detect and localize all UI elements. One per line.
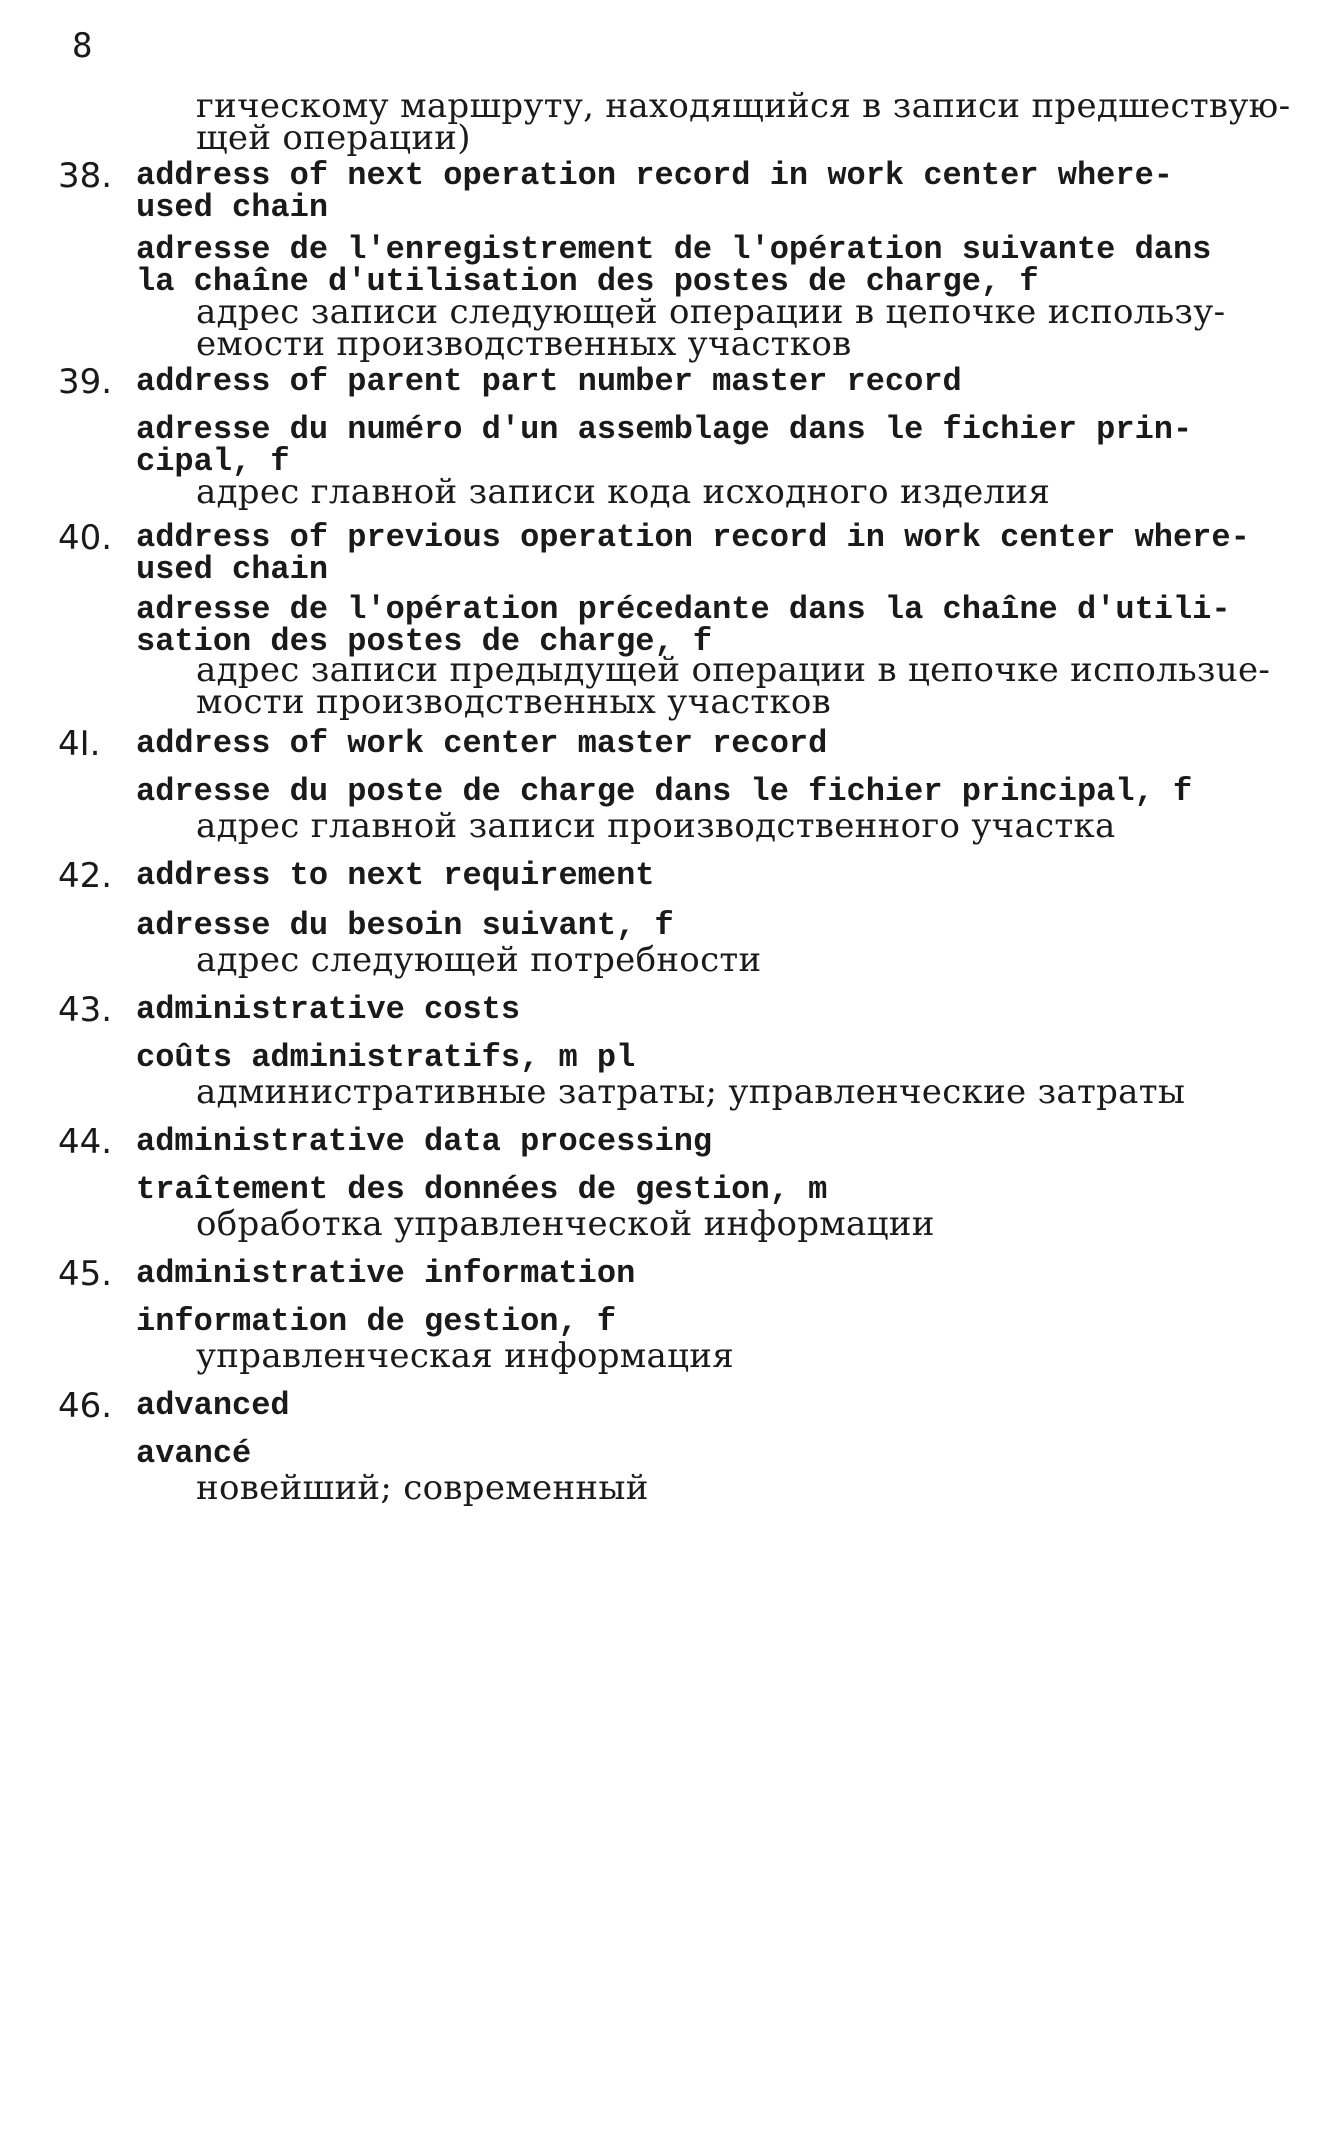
- russian-term: адрес следующей потребности: [196, 940, 762, 980]
- entry-number: 44.: [58, 1122, 113, 1162]
- entry-number: 38.: [58, 156, 113, 196]
- entry-number: 46.: [58, 1386, 113, 1426]
- russian-term: адрес главной записи производственного участка: [196, 806, 1116, 846]
- french-term: adresse de l'opération précedante dans la chaîne d'utili- sation des postes de charge, f: [136, 591, 1231, 660]
- french-term: avancé: [136, 1435, 252, 1472]
- russian-term: адрес записи следующей операции в цепочке использу- емости производственных участков: [196, 292, 1226, 364]
- russian-term: административные затраты; управленческие затраты: [196, 1072, 1186, 1112]
- english-term: address of next operation record in work center where- used chain: [136, 157, 1173, 226]
- russian-term: обработка управленческой информации: [196, 1204, 935, 1244]
- english-term: address of parent part number master record: [136, 363, 962, 400]
- entry-number: 4I.: [58, 724, 101, 764]
- english-term: advanced: [136, 1387, 290, 1424]
- entry-number: 43.: [58, 990, 113, 1030]
- russian-term: новейший; современный: [196, 1468, 649, 1508]
- russian-term: адрес записи предыдущей операции в цепочке использue- мости производственных участков: [196, 650, 1271, 722]
- french-term: adresse du numéro d'un assemblage dans le fichier prin- cipal, f: [136, 411, 1193, 480]
- entry-number: 40.: [58, 518, 113, 558]
- english-term: administrative data processing: [136, 1123, 713, 1160]
- english-term: address of previous operation record in work center where- used chain: [136, 519, 1250, 588]
- english-term: administrative information: [136, 1255, 636, 1292]
- french-term: adresse du poste de charge dans le fichier principal, f: [136, 773, 1193, 810]
- french-term: adresse du besoin suivant, f: [136, 907, 674, 944]
- page-number: 8: [72, 26, 93, 66]
- french-term: adresse de l'enregistrement de l'opération suivante dans la chaîne d'utilisation des postes de charge, f: [136, 231, 1212, 300]
- entry-number: 39.: [58, 362, 113, 402]
- russian-term: адрес главной записи кода исходного изделия: [196, 472, 1051, 512]
- english-term: address of work center master record: [136, 725, 828, 762]
- continuation-text: гическому маршруту, находящийся в записи предшествую- щей операции): [196, 86, 1291, 158]
- french-term: traîtement des données de gestion, m: [136, 1171, 828, 1208]
- russian-term: управленческая информация: [196, 1336, 735, 1376]
- entry-number: 45.: [58, 1254, 113, 1294]
- french-term: coûts administratifs, m pl: [136, 1039, 636, 1076]
- english-term: administrative costs: [136, 991, 521, 1028]
- entry-number: 42.: [58, 856, 113, 896]
- english-term: address to next requirement: [136, 857, 655, 894]
- french-term: information de gestion, f: [136, 1303, 617, 1340]
